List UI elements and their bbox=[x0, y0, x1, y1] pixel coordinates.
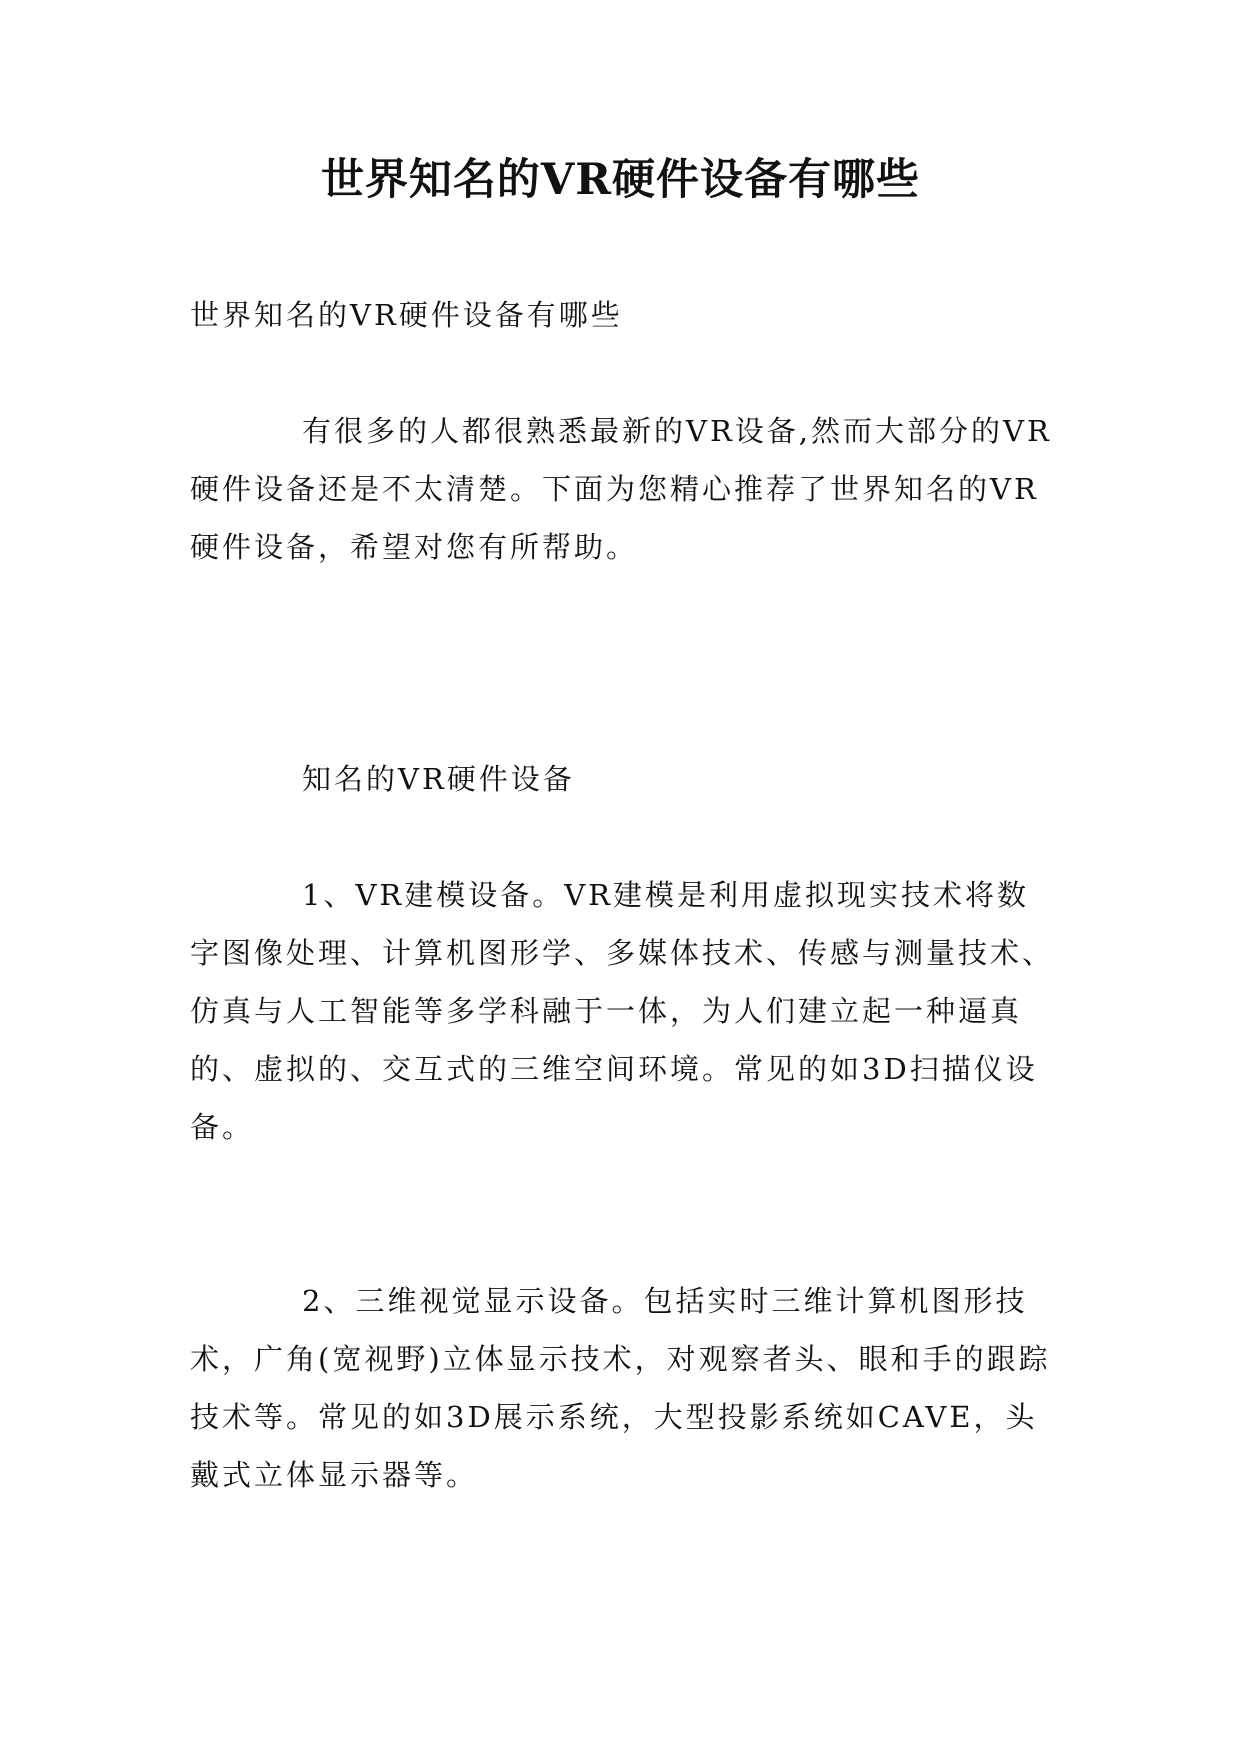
intro-paragraph: 有很多的人都很熟悉最新的VR设备,然而大部分的VR硬件设备还是不太清楚。下面为您精心推荐了世界知名的VR硬件设备，希望对您有所帮助。 bbox=[190, 414, 1052, 564]
list-item: 2、三维视觉显示设备。包括实时三维计算机图形技术，广角(宽视野)立体显示技术，对观察者头、眼和手的跟踪技术等。常见的如3D展示系统，大型投影系统如CAVE，头戴式立体显示器等。 bbox=[190, 1284, 1051, 1492]
document-subtitle: 世界知名的VR硬件设备有哪些 bbox=[190, 298, 623, 332]
document-title: 世界知名的VR硬件设备有哪些 bbox=[320, 155, 921, 205]
section-heading: 知名的VR硬件设备 bbox=[302, 762, 575, 796]
list-item: 1、VR建模设备。VR建模是利用虚拟现实技术将数字图像处理、计算机图形学、多媒体技术、传感与测量技术、仿真与人工智能等多学科融于一体，为人们建立起一种逼真的、虚拟的、交互式的三维空间环境。常见的如3D扫描仪设备。 bbox=[190, 878, 1055, 1144]
